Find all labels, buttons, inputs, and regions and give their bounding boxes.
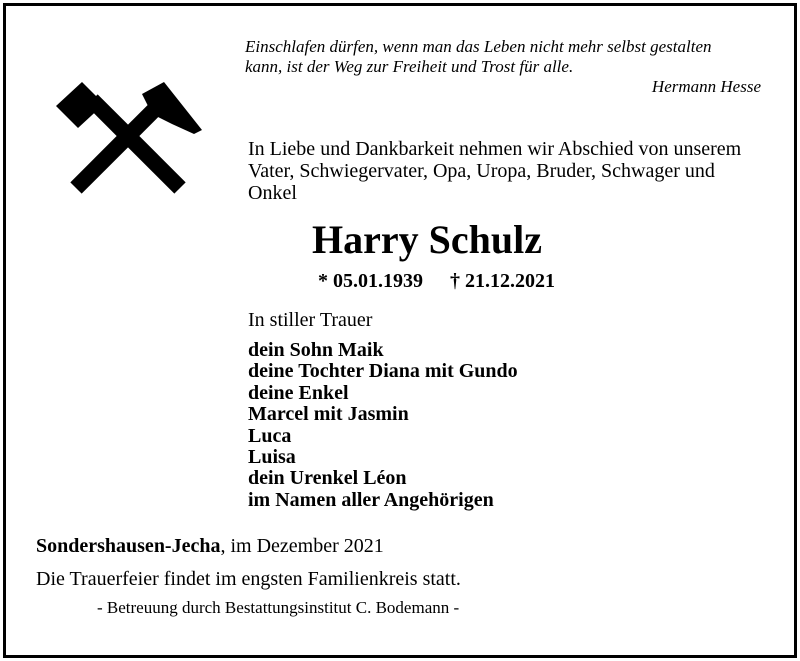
intro-line: Onkel	[248, 182, 297, 204]
mourner-item: dein Urenkel Léon	[248, 467, 407, 490]
ceremony-note: Die Trauerfeier findet im engsten Familienkreis statt.	[36, 568, 461, 590]
mourner-item: Luca	[248, 424, 292, 447]
quote-author: Hermann Hesse	[651, 77, 761, 96]
funeral-home-note: - Betreuung durch Bestattungsinstitut C. Bodemann -	[97, 598, 460, 617]
mourner-item: im Namen aller Angehörigen	[248, 488, 494, 511]
intro-line: Vater, Schwiegervater, Opa, Uropa, Bruder, Schwager und	[248, 160, 715, 182]
birth-date: * 05.01.1939	[318, 270, 423, 292]
mourning-label: In stiller Trauer	[248, 309, 373, 331]
death-date: † 21.12.2021	[450, 270, 555, 292]
mourner-item: dein Sohn Maik	[248, 339, 384, 361]
mourner-item: deine Tochter Diana mit Gundo	[248, 360, 518, 383]
hammer-and-pick-icon	[52, 80, 204, 198]
intro-text	[248, 138, 768, 204]
mourners-list	[248, 340, 518, 511]
mourner-item: deine Enkel	[248, 381, 349, 404]
place-date-line	[36, 535, 384, 558]
place-name: Sondershausen-Jecha	[36, 535, 221, 557]
quote-line: Einschlafen dürfen, wenn man das Leben nicht mehr selbst gestalten	[245, 37, 712, 56]
mourner-item: Marcel mit Jasmin	[248, 403, 409, 426]
quote-line: kann, ist der Weg zur Freiheit und Trost für alle.	[245, 57, 574, 76]
quote	[245, 37, 765, 77]
intro-line: In Liebe und Dankbarkeit nehmen wir Abschied von unserem	[248, 138, 742, 160]
mourner-item: Luisa	[248, 446, 296, 469]
deceased-name: Harry Schulz	[312, 217, 542, 262]
life-dates	[318, 270, 555, 293]
place-date: , im Dezember 2021	[220, 535, 384, 557]
